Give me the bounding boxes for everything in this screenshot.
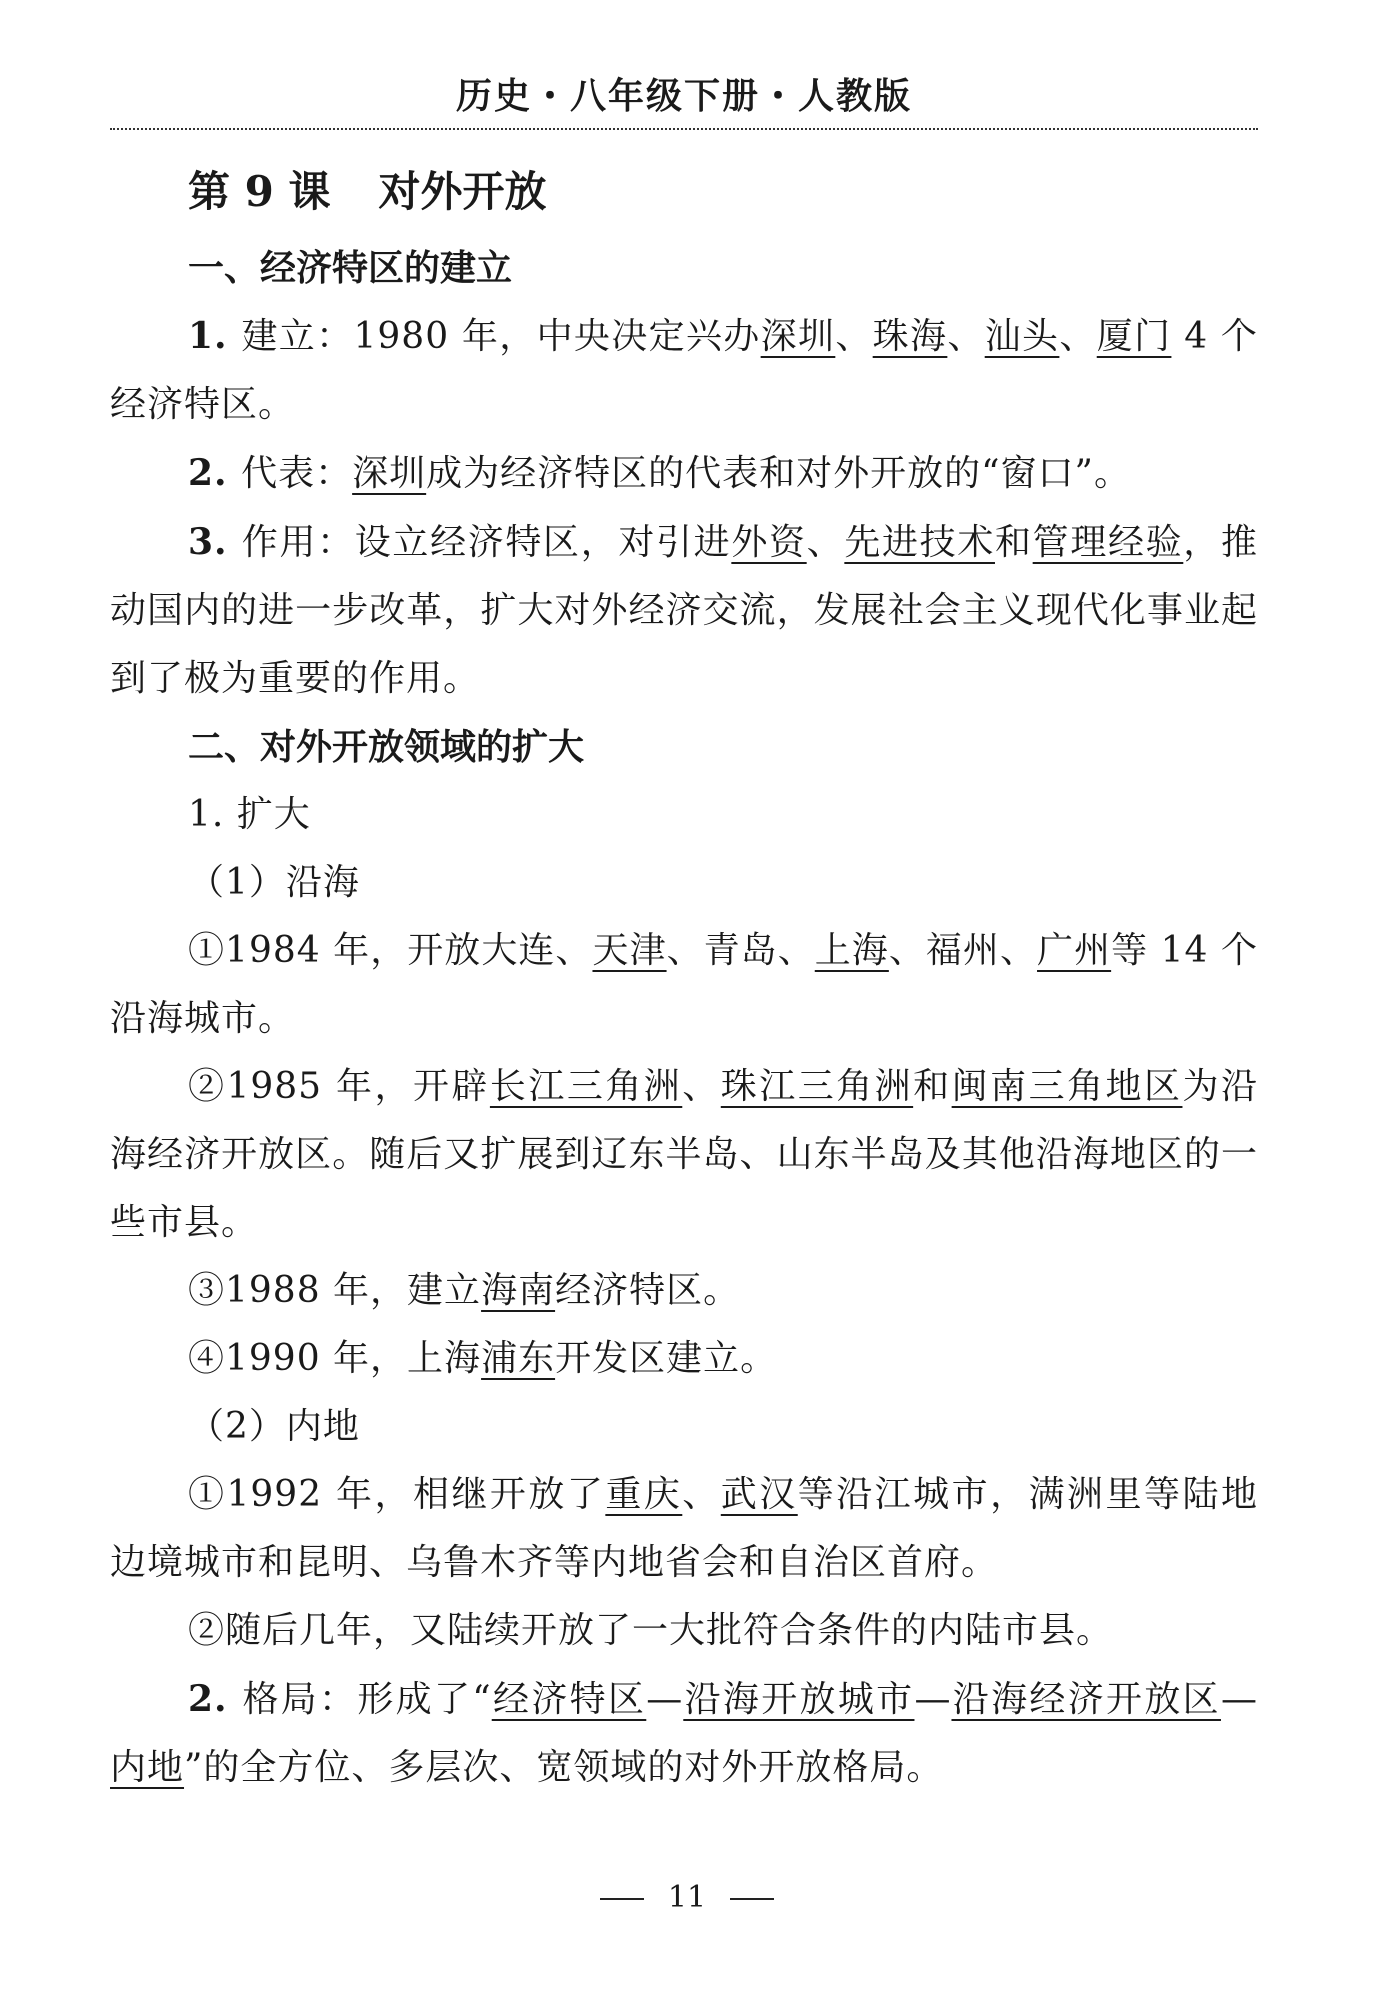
text: — bbox=[914, 1679, 952, 1720]
text: ①1992 年，相继开放了 bbox=[188, 1474, 606, 1515]
text: 、 bbox=[1059, 316, 1097, 357]
keyword-xiamen: 厦门 bbox=[1096, 316, 1172, 357]
keyword-chongqing: 重庆 bbox=[605, 1474, 683, 1515]
running-header: 历史・八年级下册・人教版 bbox=[455, 75, 912, 117]
text: 和 bbox=[913, 1066, 952, 1107]
text: 格局：形成了“ bbox=[242, 1679, 492, 1720]
text: — bbox=[646, 1679, 684, 1720]
text: 、 bbox=[682, 1066, 721, 1107]
keyword-coastal-zones: 沿海经济开放区 bbox=[951, 1679, 1221, 1720]
text: ②1985 年，开辟 bbox=[188, 1066, 490, 1107]
keyword-yangtze-delta: 长江三角洲 bbox=[489, 1066, 683, 1107]
text: 为沿海经济开放区。随后又扩展到辽东半岛、山东半岛及其他沿海地区的一些市县。 bbox=[110, 1066, 1258, 1243]
text: 、 bbox=[806, 522, 845, 563]
lesson-number: 第 9 课 bbox=[188, 167, 331, 216]
keyword-hainan: 海南 bbox=[481, 1270, 556, 1311]
text: — bbox=[1220, 1679, 1258, 1720]
text: 4 个经济特区。 bbox=[110, 316, 1258, 425]
text: 等 14 个沿海城市。 bbox=[110, 930, 1258, 1039]
text: 开发区建立。 bbox=[555, 1338, 778, 1379]
page-content bbox=[110, 160, 1258, 1802]
subheading-inland: （2）内地 bbox=[188, 1406, 360, 1447]
text: 、 bbox=[947, 316, 985, 357]
text: 作用：设立经济特区，对引进 bbox=[241, 522, 732, 563]
keyword-minnan-delta: 闽南三角地区 bbox=[951, 1066, 1183, 1107]
paragraph-coastal-1984 bbox=[110, 917, 1258, 1053]
paragraph-coastal-1988 bbox=[110, 1257, 1258, 1325]
keyword-sez: 经济特区 bbox=[491, 1679, 647, 1720]
keyword-zhuhai: 珠海 bbox=[872, 316, 948, 357]
keyword-pearl-delta: 珠江三角洲 bbox=[720, 1066, 914, 1107]
keyword-wuhan: 武汉 bbox=[720, 1474, 798, 1515]
keyword-shantou: 汕头 bbox=[984, 316, 1060, 357]
paragraph-establishment bbox=[110, 302, 1258, 439]
keyword-shenzhen: 深圳 bbox=[760, 316, 836, 357]
text: ，推动国内的进一步改革，扩大对外经济交流，发展社会主义现代化事业起到了极为重要的作用。 bbox=[110, 522, 1258, 699]
footer-dash bbox=[730, 1898, 774, 1900]
lesson-title bbox=[188, 160, 1258, 224]
item-label: 3. bbox=[188, 521, 242, 563]
paragraph-pattern bbox=[110, 1665, 1258, 1802]
keyword-coastal-cities: 沿海开放城市 bbox=[683, 1679, 915, 1720]
text: 等沿江城市，满洲里等陆地边境城市和昆明、乌鲁木齐等内地省会和自治区首府。 bbox=[110, 1474, 1258, 1583]
item-label: 1. bbox=[188, 315, 242, 357]
text: 、 bbox=[682, 1474, 721, 1515]
keyword-shenzhen: 深圳 bbox=[352, 453, 427, 494]
text: 成为经济特区的代表和对外开放的“窗口”。 bbox=[426, 453, 1131, 494]
lesson-name: 对外开放 bbox=[378, 167, 547, 216]
text: 和 bbox=[994, 522, 1033, 563]
text: 、 bbox=[835, 316, 873, 357]
page-number: 11 bbox=[667, 1880, 707, 1915]
paragraph-representative bbox=[110, 439, 1258, 508]
paragraph-function bbox=[110, 508, 1258, 713]
keyword-shanghai: 上海 bbox=[814, 930, 889, 971]
text: 建立：1980 年，中央决定兴办 bbox=[241, 316, 761, 357]
paragraph-inland-1992 bbox=[110, 1461, 1258, 1597]
section-heading-1: 一、经济特区的建立 bbox=[188, 247, 513, 289]
page-number-footer bbox=[0, 1880, 1374, 1915]
keyword-management: 管理经验 bbox=[1032, 522, 1184, 563]
subheading-expand: 1. 扩大 bbox=[188, 794, 311, 835]
text: 经济特区。 bbox=[555, 1270, 741, 1311]
text: 、青岛、 bbox=[666, 930, 815, 971]
keyword-inland: 内地 bbox=[110, 1747, 185, 1788]
text: ”的全方位、多层次、宽领域的对外开放格局。 bbox=[184, 1747, 944, 1788]
keyword-pudong: 浦东 bbox=[481, 1338, 556, 1379]
item-label: 2. bbox=[188, 452, 242, 494]
text: ④1990 年，上海 bbox=[188, 1338, 482, 1379]
text: 、福州、 bbox=[888, 930, 1038, 971]
header-divider bbox=[110, 128, 1258, 130]
text: ③1988 年，建立 bbox=[188, 1270, 482, 1311]
keyword-foreign-capital: 外资 bbox=[731, 522, 807, 563]
keyword-advanced-tech: 先进技术 bbox=[844, 522, 995, 563]
paragraph-coastal-1985 bbox=[110, 1053, 1258, 1257]
subheading-coastal: （1）沿海 bbox=[188, 862, 360, 903]
keyword-guangzhou: 广州 bbox=[1037, 930, 1112, 971]
footer-dash bbox=[600, 1898, 644, 1900]
text: 代表： bbox=[241, 453, 353, 494]
paragraph-inland-later: ②随后几年，又陆续开放了一大批符合条件的内陆市县。 bbox=[188, 1610, 1114, 1651]
paragraph-coastal-1990 bbox=[110, 1325, 1258, 1393]
keyword-tianjin: 天津 bbox=[592, 930, 667, 971]
section-heading-2: 二、对外开放领域的扩大 bbox=[188, 726, 585, 768]
item-label: 2. bbox=[188, 1678, 243, 1720]
text: ①1984 年，开放大连、 bbox=[188, 930, 593, 971]
